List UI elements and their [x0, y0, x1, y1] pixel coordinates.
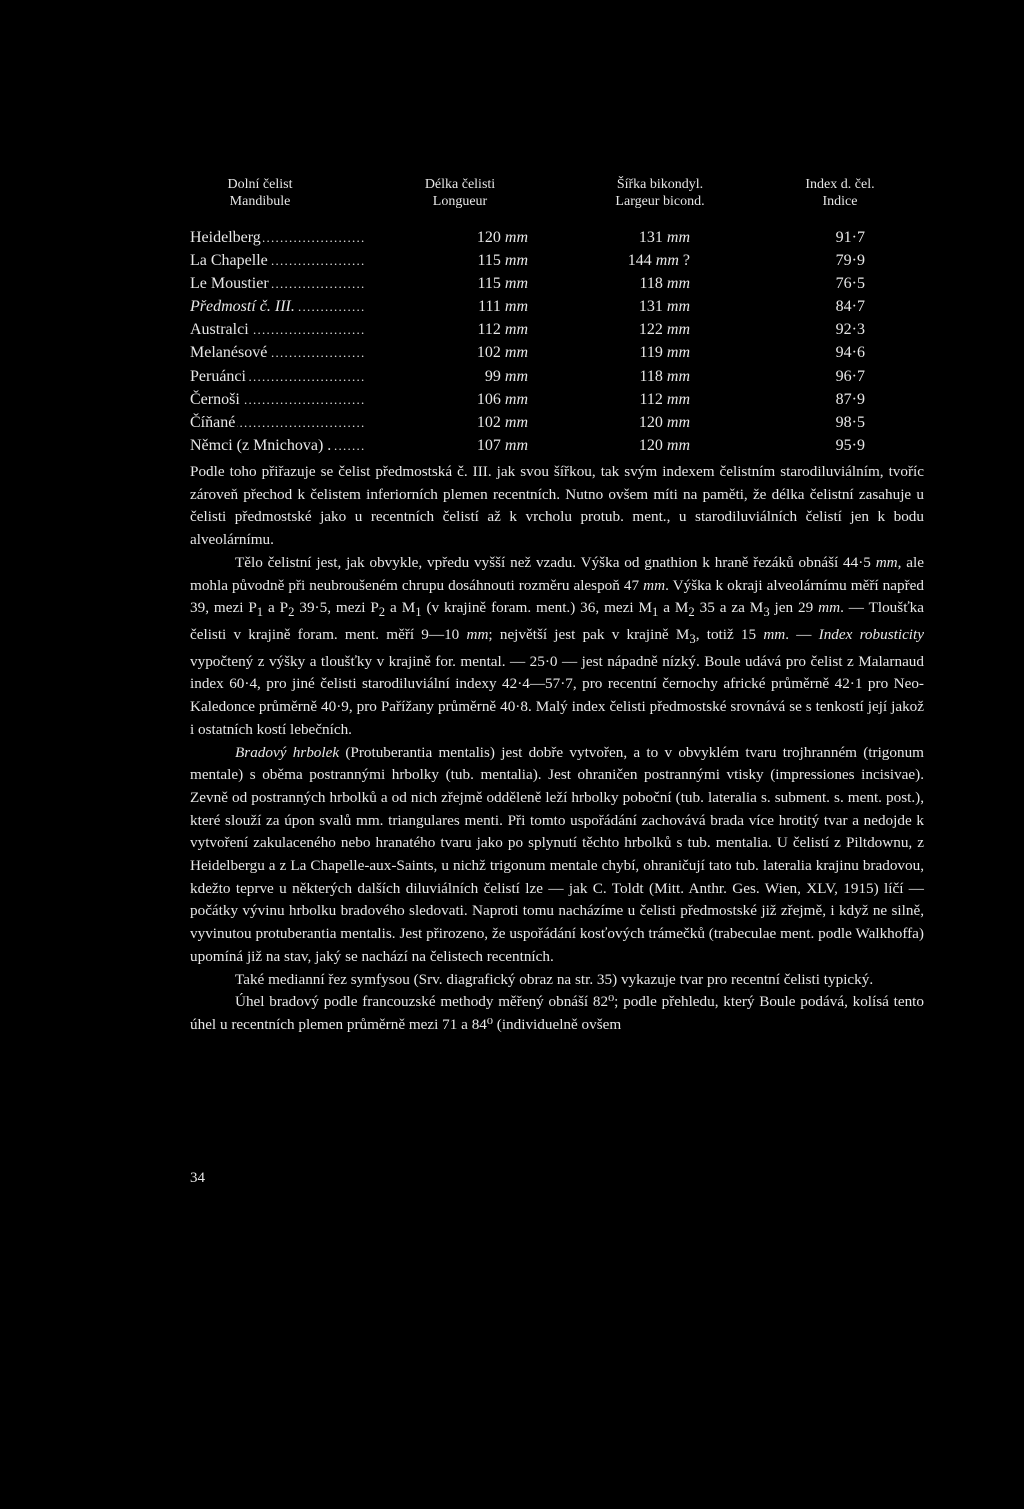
row-name: Číňané . . .: [190, 411, 418, 434]
row-length: 120 mm: [476, 229, 528, 246]
row-width: 120 mm: [638, 413, 690, 431]
table-row: [190, 388, 930, 411]
row-name: Melanésové . . .: [190, 341, 418, 364]
row-index: 76·5: [835, 275, 865, 293]
row-index: 98·5: [835, 413, 865, 431]
row-width: 131 mm: [638, 298, 690, 316]
table-row: [190, 226, 930, 249]
row-index: 92·3: [835, 321, 865, 339]
row-index: 96·7: [835, 367, 865, 385]
body-text: [190, 461, 924, 1037]
paragraph-1: Podle toho přiřazuje se čelist předmostská č. III. jak svou šířkou, tak svým indexem čelistním starodiluviálním, tvoříc zároveň přechod k čelistem inferiorních plemen recentních. Nutno ovšem míti na paměti, že délka čelistní zasahuje u čelisti předmostské jako u recentních čelistí až k vrcholu protub. ment., u starodiluviálních čelistí jen k bodu alveolárnímu.: [190, 463, 924, 549]
row-length: 115 mm: [477, 252, 528, 270]
row-name: Le Moustier . . .: [190, 272, 418, 295]
row-width: 120 mm: [638, 436, 690, 454]
paragraph-2: Tělo čelistní jest, jak obvykle, vpředu vyšší než vzadu. Výška od gnathion k hraně řezáků obnáší 44·5 mm, ale mohla původně při neubroušeném chrupu dosáhnouti rozměru alespoň 47 mm. Výška k okraji alveolárnímu měří napřed 39, mezi $P_1$ a $P_2$ 39·5, mezi $P_2$ a $M_1$ (v krajině foram. ment.) 36, mezi $M_1$ a $M_2$ 35 a za $M_3$ jen 29 mm. — Tloušťka čelisti v krajině foram. ment. měří 9—10 mm; největší jest pak v krajině $M_3$, totiž 15 mm. — Index robusticity vypočtený z výšky a tloušťky v krajině for. mental. — 25·0 — jest nápadně nízký. Boule udává pro čelist z Malarnaud index 60·4, pro jiné čelisti starodiluviální indexy 42·4—57·7, pro recentní černochy africké průměrně 42·1 pro Neo-Kaledonce průměrně 40·9, pro Pařížany průměrně 40·8. Malý index čelisti předmostské srovnává se s tenkostí její jakož i ostatních kostí lebečních.: [190, 553, 925, 738]
row-name: Peruánci . . .: [190, 365, 418, 388]
row-name: Australci . . .: [190, 318, 418, 341]
measurement-table: [190, 176, 930, 457]
page-number: 34: [190, 1170, 205, 1186]
row-width: 119 mm: [639, 344, 690, 362]
row-length: 106 mm: [476, 390, 528, 408]
row-index: 91·7: [835, 229, 865, 246]
table-row: [190, 295, 930, 318]
row-length: 99 mm: [484, 367, 528, 385]
row-length: 107 mm: [476, 436, 528, 454]
row-length: 112 mm: [477, 321, 528, 339]
row-index: 94·6: [835, 344, 865, 362]
paragraph-3: Bradový hrbolek (Protuberantia mentalis) jest dobře vytvořen, a to v obvyklém tvaru trojhranném (trigonum mentale) s oběma postrannými hrbolky (tub. mentalia). Jest ohraničen postrannými vtisky (impressiones incisivae). Zevně od postranných hrbolků a od nich zřejmě odděleně leží hrbolky poboční (tub. lateralia s. subment. s. ment. post.), které slouží za úpon svalů mm. triangulares menti. Při tomto uspořádání zachovává brada více hrotitý tvar a nedojde k vytvoření zakulaceného nebo hranatého tvaru jako po splynutí těchto hrbolků s tub. mentalia. U čelistí z Piltdownu, z Heidelbergu a z La Chapelle-aux-Saints, u nichž trigonum mentale chybí, ohraničují tato tub. lateralia krajinu bradovou, kdežto teprve u některých dalších diluviálních čelistí lze — jak C. Toldt (Mitt. Anthr. Ges. Wien, XLV, 1915) líčí — počátky vývinu hrbolku bradového sledovati. Naproti tomu nacházíme u čelisti předmostské již zřejmě, i když ne silně, vyvinutou protuberantia mentalis. Jest přirozeno, že uspořádání kosťových trámečků (trabeculae ment. podle Walkhoffa) upomíná již na stav, jaký se nachází na čelistech recentních.: [190, 743, 924, 965]
row-width: 144 mm ?: [627, 252, 690, 270]
table-body: [190, 226, 930, 457]
header-width: Šířka bikondyl. Largeur bicond.: [615, 177, 705, 209]
row-length: 115 mm: [477, 275, 528, 293]
row-length: 102 mm: [476, 344, 528, 362]
table-header: [190, 176, 930, 216]
paragraph-5: Úhel bradový podle francouzské methody měřený obnáší 82⁰; podle přehledu, který Boule podává, kolísá tento úhel u recentních plemen průměrně mezi 71 a 84⁰ (individuelně ovšem: [190, 993, 924, 1033]
table-row: [190, 318, 930, 341]
header-mandible: Dolní čelist Mandibule: [227, 177, 293, 209]
table-row: [190, 411, 930, 434]
row-width: 131 mm: [638, 229, 690, 246]
row-name: Heidelberg . . .: [190, 226, 418, 249]
table-row: [190, 434, 930, 457]
row-index: 84·7: [835, 298, 865, 316]
row-width: 118 mm: [639, 367, 690, 385]
row-index: 79·9: [835, 252, 865, 270]
paragraph-4: Také medianní řez symfysou (Srv. diagrafický obraz na str. 35) vykazuje tvar pro recentní čelisti typický.: [235, 970, 874, 988]
row-width: 122 mm: [638, 321, 690, 339]
header-length: Délka čelisti Longueur: [424, 177, 496, 209]
header-index: Index d. čel. Indice: [805, 177, 875, 209]
table-row: [190, 341, 930, 364]
row-length: 102 mm: [476, 413, 528, 431]
row-index: 95·9: [835, 436, 865, 454]
row-name: La Chapelle . . .: [190, 249, 418, 272]
table-row: [190, 272, 930, 295]
row-name: Černoši . . .: [190, 388, 418, 411]
row-name: Předmostí č. III. . . .: [190, 295, 418, 318]
row-index: 87·9: [835, 390, 865, 408]
table-row: [190, 249, 930, 272]
row-length: 111 mm: [478, 298, 528, 316]
table-row: [190, 365, 930, 388]
row-width: 118 mm: [639, 275, 690, 293]
row-name: Němci (z Mnichova) . . . .: [190, 434, 418, 457]
row-width: 112 mm: [639, 390, 690, 408]
